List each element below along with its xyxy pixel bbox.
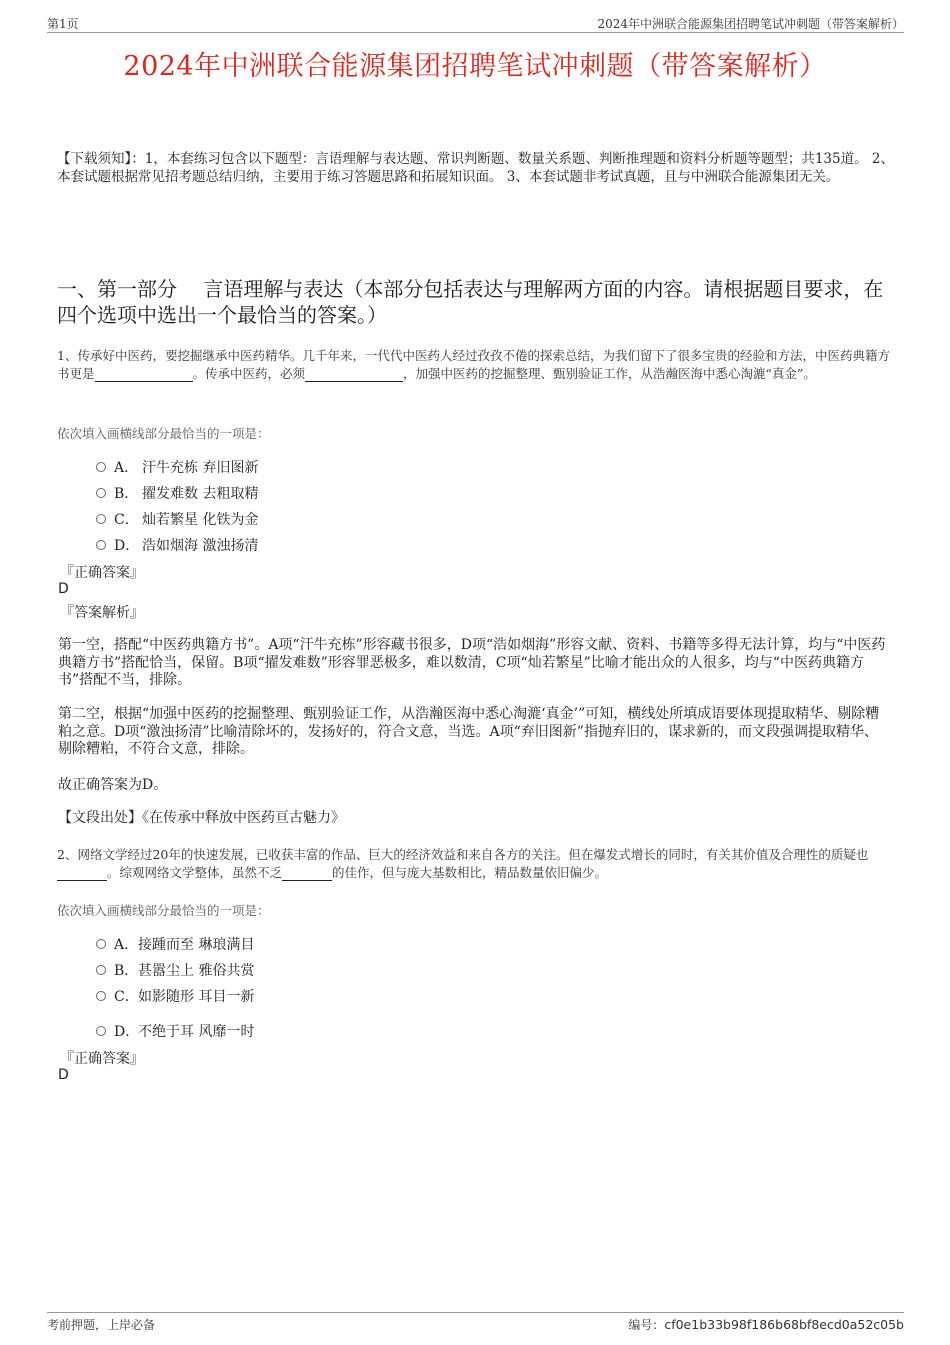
radio-icon[interactable] — [96, 1026, 106, 1036]
question-1-correct-label: 『正确答案』 — [60, 565, 144, 581]
question-2-option-c[interactable]: C．如影随形 耳目一新 — [96, 986, 254, 1006]
radio-icon[interactable] — [96, 939, 106, 949]
radio-icon[interactable] — [96, 514, 106, 524]
question-2-correct-answer: D — [58, 1067, 69, 1083]
question-1-analysis-label: 『答案解析』 — [60, 605, 144, 621]
section-title: 一、第一部分 言语理解与表达（本部分包括表达与理解两方面的内容。请根据题目要求，在四个选项中选出一个最恰当的答案。） — [57, 277, 884, 327]
page-footer — [47, 1312, 904, 1333]
question-1-correct-answer: D — [58, 581, 69, 597]
question-2-correct-label: 『正确答案』 — [60, 1051, 144, 1067]
radio-icon[interactable] — [96, 462, 106, 472]
radio-icon[interactable] — [96, 965, 106, 975]
page-header — [47, 14, 904, 33]
page-title: 2024年中洲联合能源集团招聘笔试冲刺题（带答案解析） — [123, 51, 827, 82]
question-1-stem: 1、传承好中医药，要挖掘继承中医药精华。几千年来，一代代中医药人经过孜孜不倦的探索总结，为我们留下了很多宝贵的经验和方法，中医药典籍方书更是 。传承中医药，必须 ，加强中医药的挖掘整理、甄别验证工作，从浩瀚医海中悉心淘漉“真金”。 — [57, 348, 890, 381]
footer-code: 编号：cf0e1b33b98f186b68bf8ecd0a52c05b — [628, 1317, 904, 1332]
answer-blank-1 — [95, 364, 193, 382]
question-2-option-d[interactable]: D．不绝于耳 风靡一时 — [96, 1021, 254, 1041]
footer-slogan: 考前押题，上岸必备 — [47, 1318, 156, 1332]
question-2-option-a[interactable]: A．接踵而至 琳琅满目 — [96, 934, 254, 954]
question-1-instruction: 依次填入画横线部分最恰当的一项是： — [57, 426, 270, 441]
question-1-option-d[interactable]: D． 浩如烟海 激浊扬清 — [96, 535, 258, 555]
question-2-stem: 2、网络文学经过20年的快速发展，已收获丰富的作品、巨大的经济效益和来自各方的关注。但在爆发式增长的同时，有关其价值及合理性的质疑也 。综观网络文学整体，虽然不乏 的佳作，但与庞大基数相比，精品数量依旧偏少。 — [57, 847, 869, 880]
question-1-source: 【文段出处】《在传承中释放中医药亘古魅力》 — [58, 810, 345, 826]
question-1-conclusion: 故正确答案为D。 — [58, 777, 168, 793]
header-doc-title: 2024年中洲联合能源集团招聘笔试冲刺题（带答案解析） — [597, 17, 904, 31]
radio-icon[interactable] — [96, 488, 106, 498]
answer-blank-2 — [305, 364, 403, 382]
download-notice: 【下载须知】：1，本套练习包含以下题型：言语理解与表达题、常识判断题、数量关系题、判断推理题和资料分析题等题型；共135道。 2、本套试题根据常见招考题总结归纳，主要用于练习答题思路和拓展知识面。 3、本套试题非考试真题，且与中洲联合能源集团无关。 — [57, 151, 894, 185]
radio-icon[interactable] — [96, 991, 106, 1001]
question-1-option-a[interactable]: A． 汗牛充栋 弃旧图新 — [96, 457, 258, 477]
page-number: 第1页 — [47, 17, 79, 31]
question-1-analysis-2: 第二空，根据“加强中医药的挖掘整理、甄别验证工作，从浩瀚医海中悉心淘漉‘真金’”可知，横线处所填成语要体现提取精华、剔除糟粕之意。D项“激浊扬清”比喻清除坏的，发扬好的，符合文意，当选。A项“弃旧图新”指抛弃旧的，谋求新的，而文段强调提取精华、剔除糟粕，不符合文意，排除。 — [58, 706, 880, 757]
radio-icon[interactable] — [96, 540, 106, 550]
question-1-analysis-1: 第一空，搭配“中医药典籍方书”。A项“汗牛充栋”形容藏书很多，D项“浩如烟海”形容文献、资料、书籍等多得无法计算，均与“中医药典籍方书”搭配恰当，保留。B项“擢发难数”形容罪恶极多，难以数清，C项“灿若繁星”比喻才能出众的人很多，均与“中医药典籍方书”搭配不当，排除。 — [58, 637, 886, 688]
question-2-option-b[interactable]: B．甚嚣尘上 雅俗共赏 — [96, 960, 254, 980]
question-2-instruction: 依次填入画横线部分最恰当的一项是： — [57, 903, 270, 918]
answer-blank-1 — [57, 863, 107, 881]
question-1-option-b[interactable]: B． 擢发难数 去粗取精 — [96, 483, 258, 503]
answer-blank-2 — [282, 863, 332, 881]
question-1-option-c[interactable]: C． 灿若繁星 化铁为金 — [96, 509, 258, 529]
